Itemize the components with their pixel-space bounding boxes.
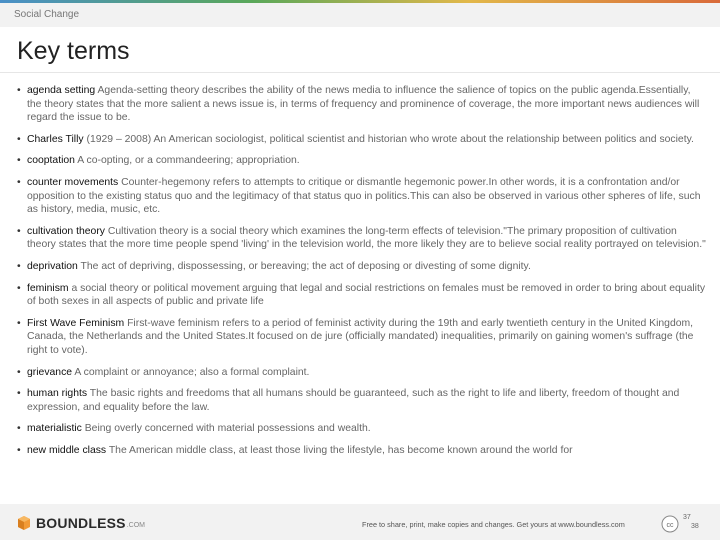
term-item (17, 154, 707, 168)
term-item (17, 366, 707, 380)
term-definition: The act of depriving, dispossessing, or bereaving; the act of deposing or divesting of some dignity. (77, 260, 531, 272)
term-definition: A complaint or annoyance; also a formal complaint. (72, 366, 310, 378)
title-divider (0, 72, 720, 73)
term-definition: First-wave feminism refers to a period of feminist activity during the 19th and early twentieth century in the United Kingdom, Canada, the Netherlands and the United States.It focused on de jure (officially mandated) inequalities, primarily on gaining women's suffrage (the right to vote). (27, 317, 694, 356)
cc-label: cc (666, 521, 674, 529)
boundless-logo-icon (16, 515, 32, 531)
term-name: First Wave Feminism (27, 317, 125, 329)
term-definition: A co-opting, or a commandeering; appropriation. (74, 155, 300, 167)
page-current: 37 (683, 514, 691, 521)
section-label: Social Change (14, 9, 80, 20)
logo-wordmark: BOUNDLESS (36, 515, 126, 531)
term-name: grievance (27, 366, 73, 378)
term-item (17, 422, 707, 436)
term-definition: a social theory or political movement arguing that legal and social restrictions on females must be removed in order to bring about equality of both sexes in all aspects of public and private life (27, 282, 706, 308)
footer (0, 504, 720, 540)
term-definition: The basic rights and freedoms that all humans should be guaranteed, such as the right to life and liberty, freedom of thought and expression, and equality before the law. (27, 388, 680, 413)
boundless-logo[interactable] (16, 515, 145, 531)
term-name: materialistic (27, 423, 82, 435)
term-item (17, 133, 707, 147)
term-definition: Agenda-setting theory describes the ability of the news media to influence the salience of topics on the public agenda.Essentially, the theory states that the more salient a news issue is, in terms of frequency and prominence of coverage, the more important news audiences will regard the issue to be. (27, 85, 700, 123)
page-title: Key terms (17, 37, 130, 65)
term-definition: The American middle class, at least those living the lifestyle, has become known around the world for (106, 445, 573, 457)
term-name: human rights (27, 388, 88, 400)
page-number (683, 513, 713, 531)
creative-commons-icon (661, 515, 679, 533)
term-item (17, 444, 707, 458)
term-definition: Cultivation theory is a social theory which examines the long-term effects of television."The primary proposition of cultivation theory states that the more time people spend 'living' in the television world, the more likely they are to believe social reality portrayed on television." (27, 225, 706, 251)
term-definition: (1929 – 2008) An American sociologist, political scientist and historian who wrote about the relationship between politics and society. (83, 133, 694, 145)
term-item (17, 282, 707, 309)
term-item (17, 176, 707, 217)
license-text: Free to share, print, make copies and changes. Get yours at www.boundless.com (362, 520, 625, 529)
term-item (17, 84, 707, 125)
term-item (17, 387, 707, 414)
term-name: new middle class (27, 445, 107, 457)
term-name: counter movements (27, 177, 119, 189)
term-name: cooptation (27, 155, 75, 167)
logo-suffix: .COM (126, 521, 145, 529)
term-item (17, 225, 707, 252)
term-name: agenda setting (27, 85, 96, 96)
header-band (0, 3, 720, 27)
term-definition: Being overly concerned with material possessions and wealth. (81, 423, 371, 435)
key-terms-list (17, 84, 707, 466)
term-item (17, 317, 707, 358)
term-name: feminism (27, 282, 69, 294)
term-name: deprivation (27, 260, 78, 272)
term-item (17, 260, 707, 274)
page-total: 38 (691, 523, 699, 530)
term-name: cultivation theory (27, 225, 105, 237)
term-name: Charles Tilly (27, 133, 84, 145)
term-definition: Counter-hegemony refers to attempts to critique or dismantle hegemonic power.In other words, it is a confrontation and/or opposition to the existing status quo and the legitimacy of that status quo in politics.This can also be observed in various other spheres of life, such as history, media, music, etc. (27, 177, 701, 216)
